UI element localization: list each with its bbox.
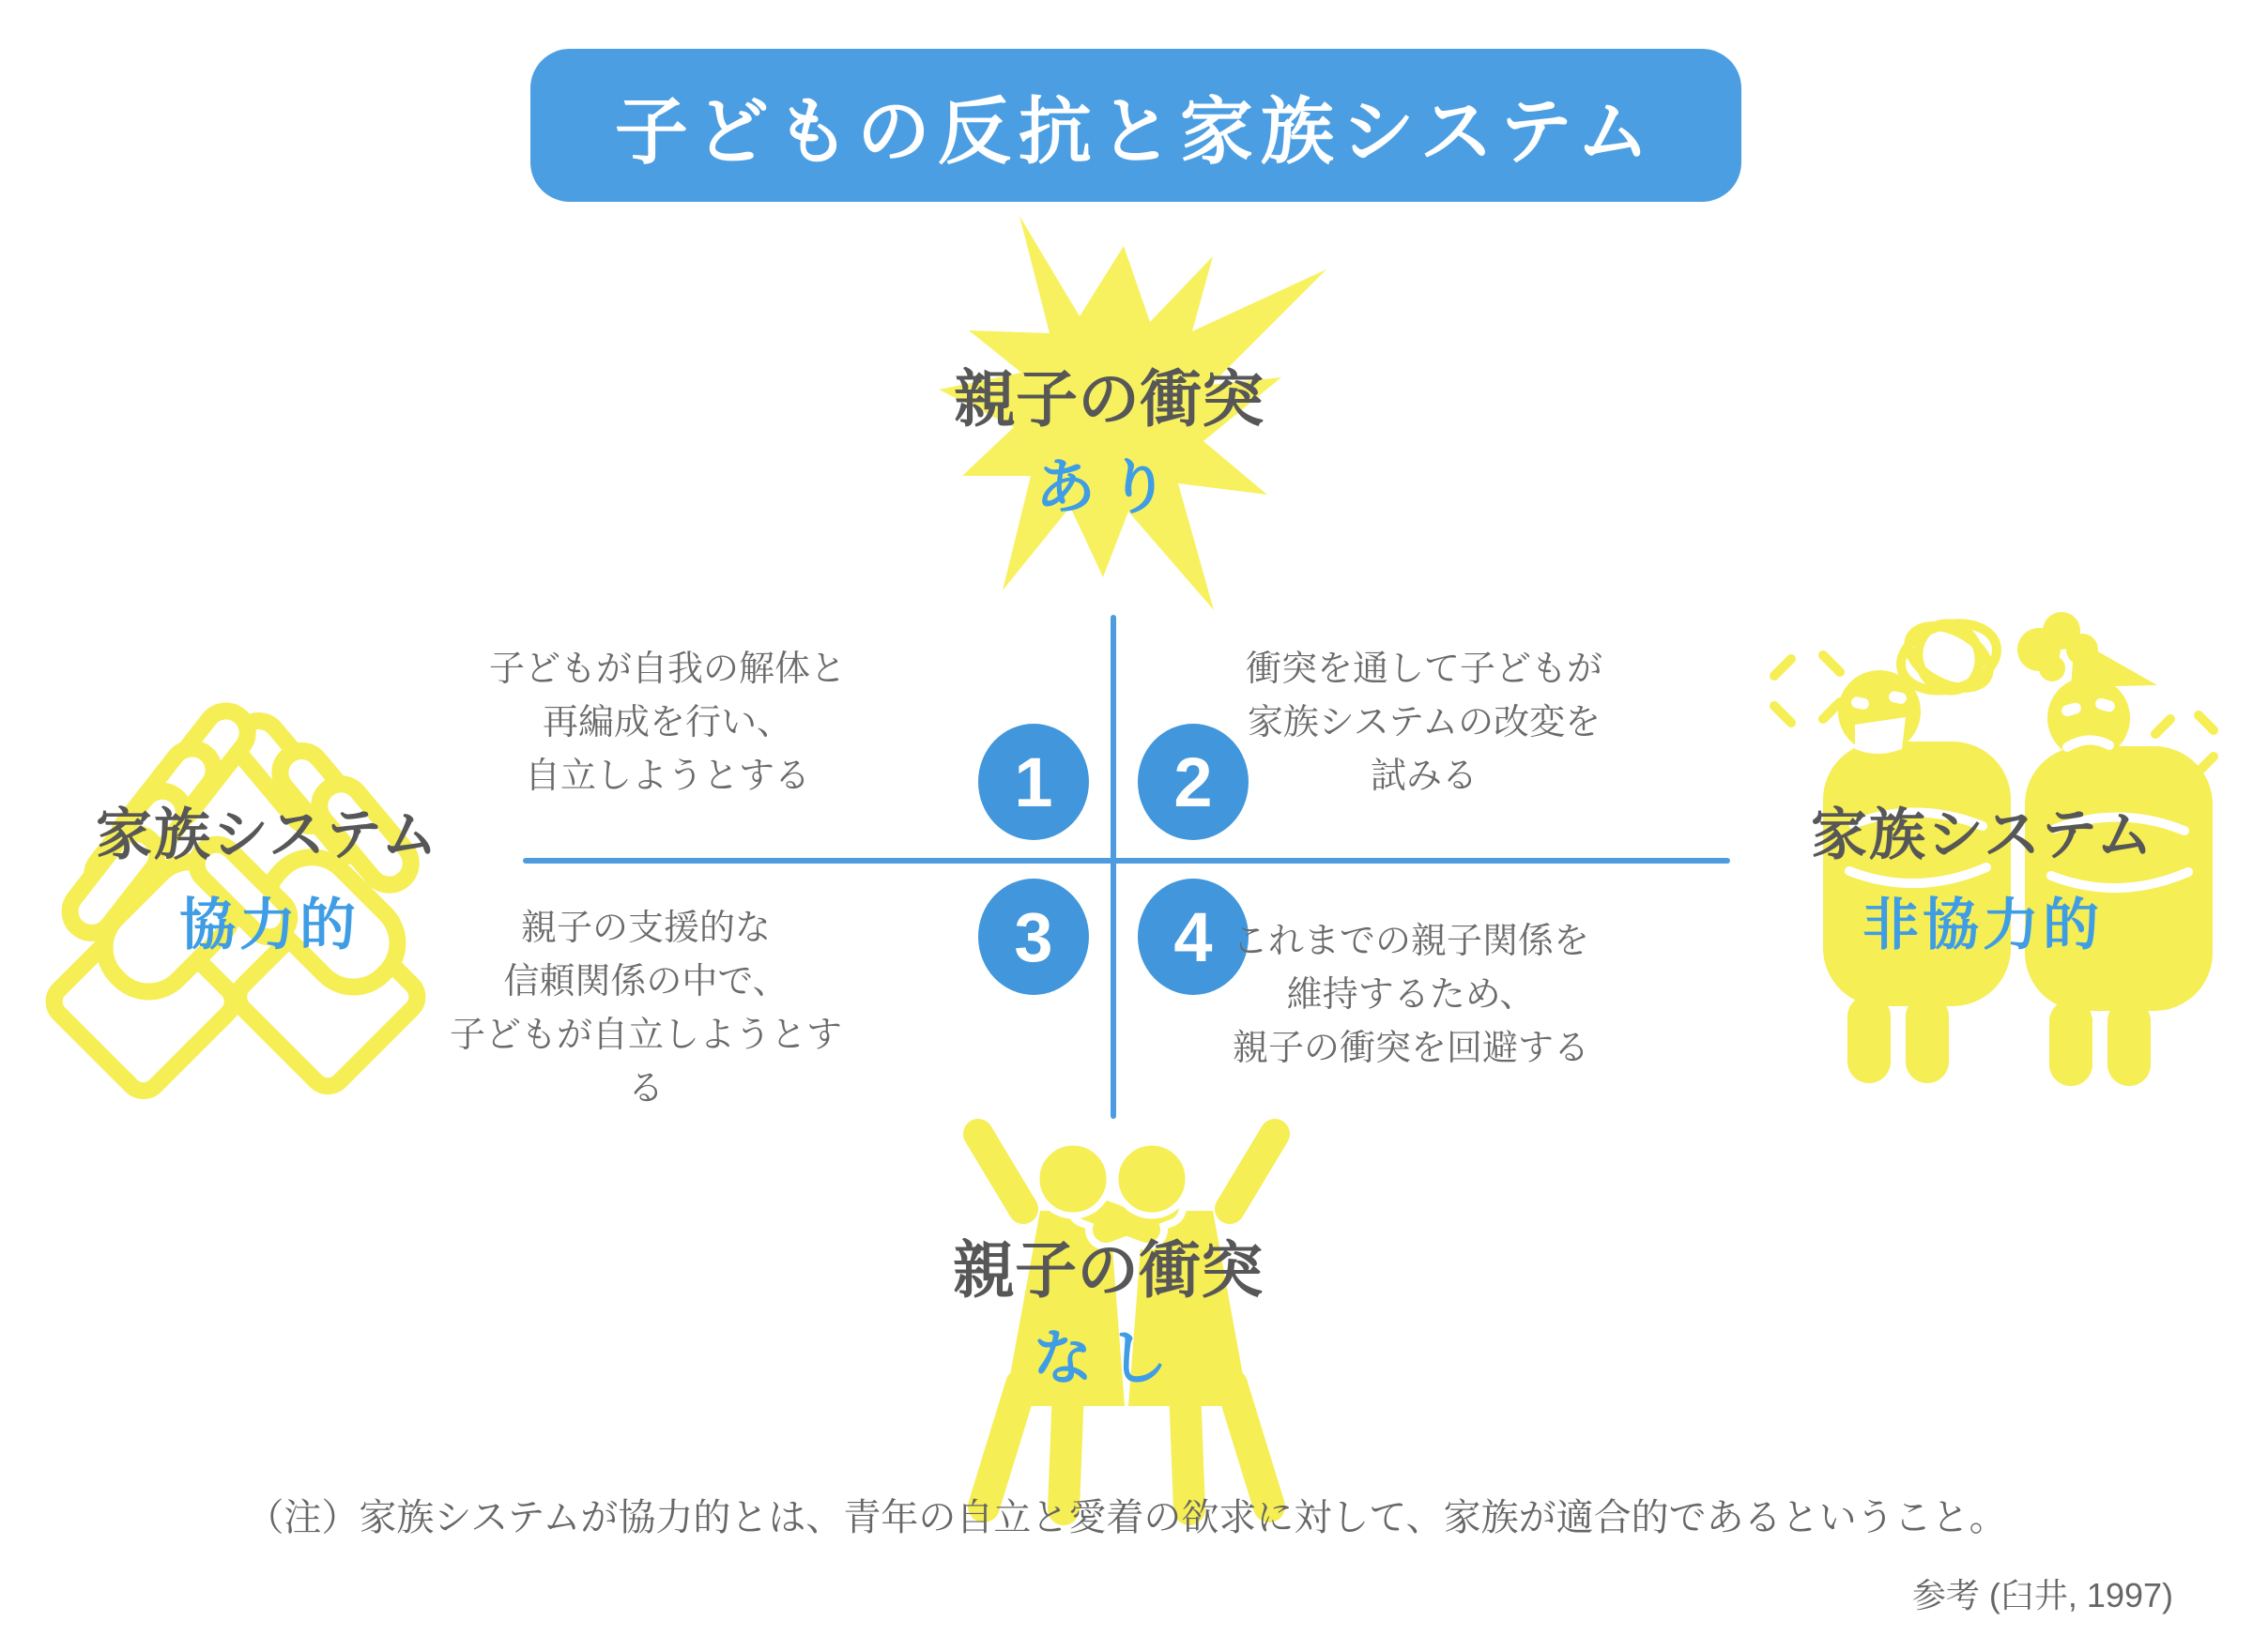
page-title: 子どもの反抗と家族システム	[614, 89, 1658, 173]
vertical-axis-line	[1111, 615, 1116, 1119]
quadrant-3-line: 親子の支援的な	[520, 909, 771, 948]
reference-citation: 参考 (臼井, 1997)	[1911, 1576, 2173, 1614]
quadrant-2-line: 試みる	[1370, 757, 1478, 796]
quadrant-3-number-badge	[978, 879, 1089, 995]
quadrant-4-line: これまでの親子関係を	[1232, 922, 1589, 961]
quadrant-1-text	[461, 643, 874, 803]
quadrant-3-line: 信頼関係の中で、	[503, 962, 789, 1002]
quadrant-4-number: 4	[1173, 897, 1213, 976]
axis-top-value: あり	[1035, 453, 1182, 521]
axis-right-label: 家族システム	[1811, 803, 2154, 866]
quadrant-2-line: 家族システムの改変を	[1247, 703, 1602, 742]
axis-left-value: 協力的	[179, 894, 360, 956]
quadrant-1-number: 1	[1014, 742, 1053, 821]
quadrant-3-number: 3	[1014, 897, 1053, 976]
quadrant-1-number-badge	[978, 724, 1089, 840]
quadrant-4-line: 維持するため、	[1286, 975, 1536, 1015]
title-banner	[530, 49, 1741, 202]
quadrant-2-line: 衝突を通して子どもが	[1245, 650, 1602, 689]
axis-right-value: 非協力的	[1862, 894, 2103, 956]
quadrant-3-line: 子どもが自立しようとする	[449, 1016, 842, 1109]
quadrant-4-text	[1204, 915, 1617, 1076]
quadrant-4-line: 親子の衝突を回避する	[1232, 1029, 1589, 1068]
quadrant-2-text	[1218, 643, 1631, 803]
axis-left-label: 家族システム	[96, 803, 439, 866]
quadrant-2-number: 2	[1173, 742, 1213, 821]
quadrant-1-line: 再編成を行い、	[542, 703, 792, 742]
quadrant-1-line: 子どもが自我の解体と	[488, 650, 846, 689]
axis-top-label: 親子の衝突	[954, 364, 1264, 434]
quadrant-1-line: 自立しようとする	[524, 757, 810, 796]
axis-bottom-label: 親子の衝突	[953, 1235, 1263, 1305]
horizontal-axis-line	[523, 858, 1730, 864]
axis-bottom-value: なし	[1033, 1324, 1183, 1392]
footnote: （注）家族システムが協力的とは、青年の自立と愛着の欲求に対して、家族が適合的であるということ。	[246, 1497, 2007, 1538]
